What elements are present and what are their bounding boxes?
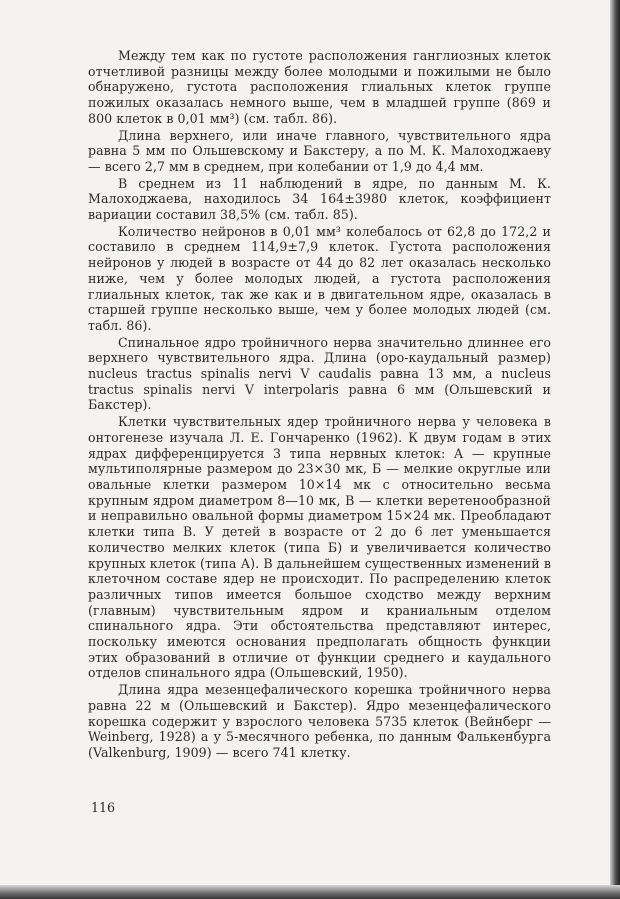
page-bottom-shadow [0,885,620,899]
page-number: 116 [91,800,116,815]
paragraph: В среднем из 11 наблюдений в ядре, по данным М. К. Малоходжаева, находилось 34 164±3980 клеток, коэффициент вариации составил 38,5% (см. табл. 85). [88,175,551,223]
paragraph: Длина ядра мезенцефалического корешка тройничного нерва равна 22 м (Ольшевский и Бакстер). Ядро мезенцефалического корешка содержит у взрослого человека 5735 клеток (Вейнберг — Weinberg, 1928) а у 5-месячного ребенка, по данным Фалькенбурга (Valkenburg, 1909) — всего 741 клетку. [88,682,551,760]
paragraph: Спинальное ядро тройничного нерва значительно длиннее его верхнего чувствительного ядра. Длина (оро-каудальный размер) nucleus tractus spinalis nervi V caudalis равна 13 мм, а nucleus tractus spinalis nervi V interpolaris равна 6 мм (Ольшевский и Бакстер). [88,334,551,413]
page-body [88,48,551,761]
paragraph: Клетки чувствительных ядер тройничного нерва у человека в онтогенезе изучала Л. Е. Гончаренко (1962). К двум годам в этих ядрах дифференцируется 3 типа нервных клеток: А — крупные мультиполярные размером до 23×30 мк, Б — мелкие округлые или овальные клетки размером 10×14 мк с относительно весьма крупным ядром диаметром 8—10 мк, В — клетки веретенообразной и неправильно овальной формы диаметром 15×24 мк. Преобладают клетки типа В. У детей в возрасте от 2 до 6 лет уменьшается количество мелких клеток (типа Б) и увеличивается количество крупных клеток (типа А). В дальнейшем существенных изменений в клеточном составе ядер не происходит. По распределению клеток различных типов имеется большое сходство между верхним (главным) чувствительным ядром и краниальным отделом спинального ядра. Эти обстоятельства представляют интерес, поскольку имеются основания предполагать общность функции этих образований в отличие от функции среднего и каудального отделов спинального ядра (Ольшевский, 1950). [88,414,551,681]
paragraph: Длина верхнего, или иначе главного, чувствительного ядра равна 5 мм по Ольшевскому и Бакстеру, а по М. К. Малоходжаеву — всего 2,7 мм в среднем, при колебании от 1,9 до 4,4 мм. [88,127,551,174]
paragraph: Количество нейронов в 0,01 мм³ колебалось от 62,8 до 172,2 и составило в среднем 114,9±7,9 клеток. Густота расположения нейронов у людей в возрасте от 44 до 82 лет оказалась несколько ниже, чем у более молодых людей, а густота расположения глиальных клеток, так же как и в двигательном ядре, оказалась в старшей группе несколько выше, чем у более молодых людей (см. табл. 86). [88,223,551,333]
paragraph: Между тем как по густоте расположения ганглиозных клеток отчетливой разницы между более молодыми и пожилыми не было обнаружено, густота расположения глиальных клеток группе пожилых оказалась немного выше, чем в младшей группе (869 и 800 клеток в 0,01 мм³) (см. табл. 86). [88,48,551,126]
page-edge-shadow [610,0,620,899]
